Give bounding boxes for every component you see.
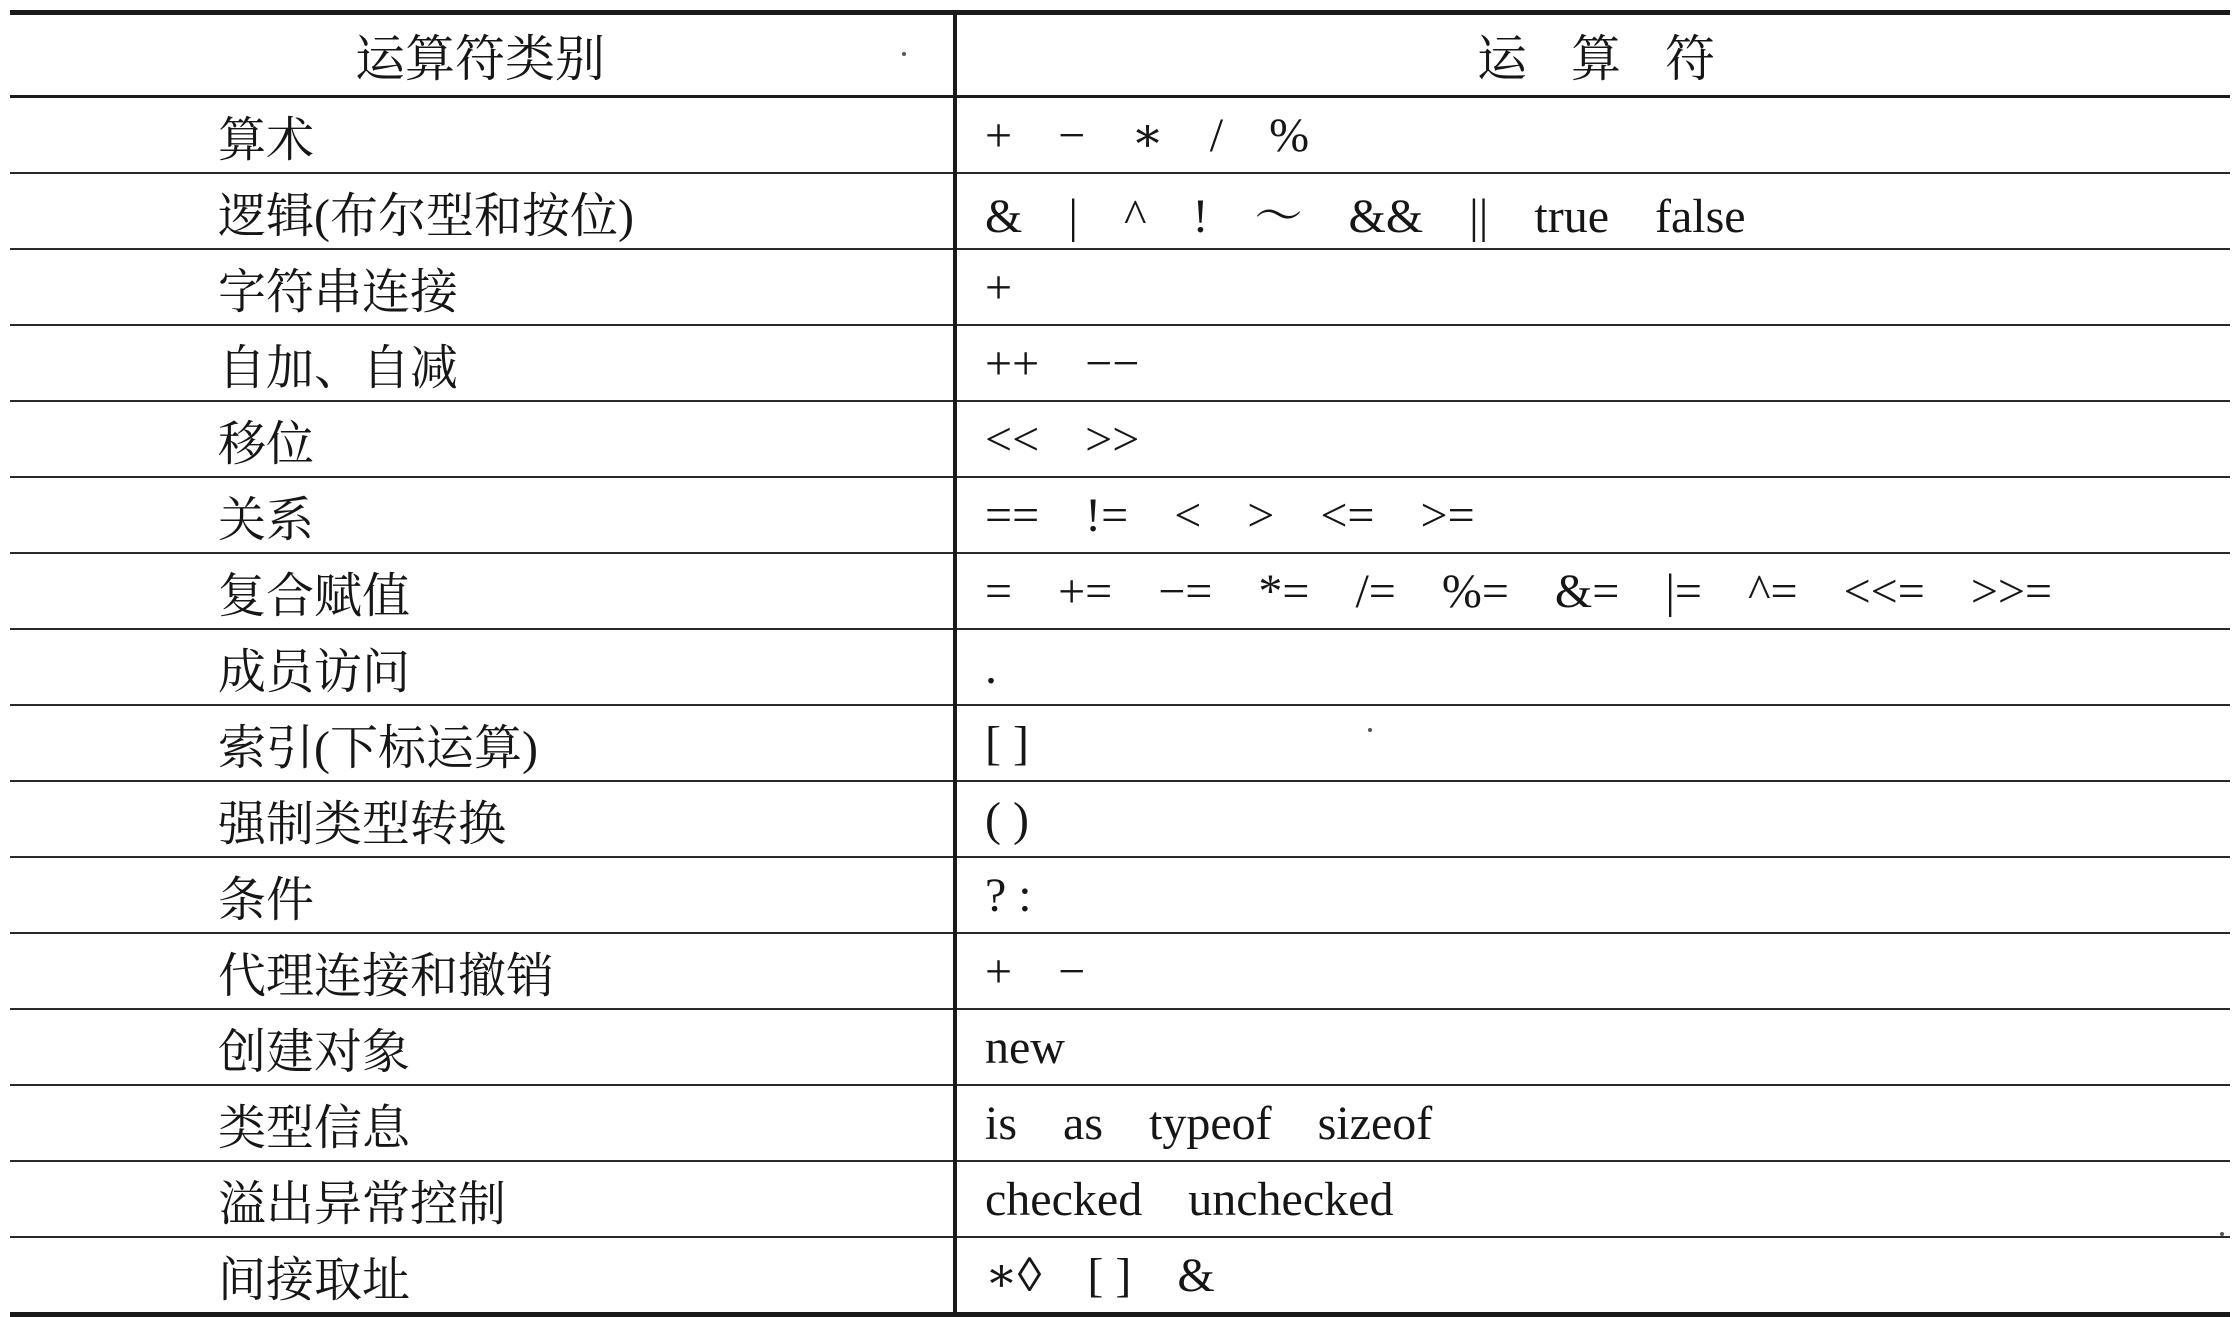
operator-token: || — [1469, 189, 1489, 243]
scan-speck — [2220, 1232, 2224, 1236]
operator-table-container — [10, 10, 2230, 1317]
operator-token: ++ — [985, 336, 1040, 390]
operator-token: checked — [985, 1172, 1143, 1226]
operator-token: <<= — [1843, 564, 1925, 618]
operator-token: == — [985, 488, 1040, 542]
operator-token: [ ] — [1087, 1249, 1132, 1302]
operator-token: true — [1534, 189, 1609, 243]
scan-speck — [1368, 728, 1372, 732]
operator-token: ? : — [985, 868, 1032, 922]
operator-token: sizeof — [1317, 1096, 1433, 1150]
operator-category-cell: 间接取址 — [10, 1237, 955, 1315]
operator-token: % — [1269, 109, 1310, 162]
operator-token: ( ) — [985, 792, 1029, 846]
operator-category-cell: 索引(下标运算) — [10, 705, 955, 781]
operator-token: >= — [1420, 488, 1475, 542]
operator-token: typeof — [1149, 1096, 1272, 1150]
operators-cell — [955, 249, 2230, 325]
table-row — [10, 857, 2230, 933]
table-row — [10, 553, 2230, 629]
operators-cell — [955, 629, 2230, 705]
operators-cell — [955, 97, 2230, 174]
operator-token: + — [985, 944, 1013, 998]
operators-cell — [955, 933, 2230, 1009]
operators-cell — [955, 401, 2230, 477]
operator-token: as — [1063, 1096, 1103, 1150]
operator-token: /= — [1355, 564, 1396, 618]
header-operators: 运算符 — [955, 13, 2230, 97]
operator-category-cell: 移位 — [10, 401, 955, 477]
operator-token: *= — [1258, 564, 1310, 618]
operators-cell — [955, 1085, 2230, 1161]
operator-token: < — [1174, 488, 1202, 542]
operators-cell — [955, 553, 2230, 629]
operator-token: −− — [1085, 336, 1140, 390]
operator-category-cell: 强制类型转换 — [10, 781, 955, 857]
operators-cell — [955, 1237, 2230, 1315]
table-row — [10, 705, 2230, 781]
operator-token: & — [985, 189, 1023, 243]
header-operator-category: 运算符类别 — [10, 13, 955, 97]
operator-token: &= — [1554, 564, 1620, 618]
operator-token: > — [1247, 488, 1275, 542]
operator-category-cell: 成员访问 — [10, 629, 955, 705]
operator-category-cell: 代理连接和撤销 — [10, 933, 955, 1009]
operator-token: new — [985, 1020, 1065, 1074]
table-row — [10, 629, 2230, 705]
table-row — [10, 1237, 2230, 1315]
operator-token: ^ — [1123, 189, 1147, 243]
operator-token: [ ] — [985, 716, 1029, 770]
operators-cell — [955, 1009, 2230, 1085]
table-row — [10, 1161, 2230, 1237]
operator-token: false — [1655, 189, 1746, 243]
operators-cell — [955, 781, 2230, 857]
operator-category-cell: 算术 — [10, 97, 955, 174]
operator-token: ! — [1192, 189, 1209, 243]
operator-category-cell: 关系 — [10, 477, 955, 553]
operator-token: <= — [1320, 488, 1375, 542]
operator-token: |= — [1665, 564, 1702, 618]
table-row — [10, 325, 2230, 401]
operator-category-cell: 自加、自减 — [10, 325, 955, 401]
table-row — [10, 933, 2230, 1009]
operator-token: − — [1058, 944, 1086, 998]
table-header-row — [10, 13, 2230, 97]
operator-token: + — [985, 260, 1013, 314]
operators-cell — [955, 1161, 2230, 1237]
operator-category-cell: 逻辑(布尔型和按位) — [10, 173, 955, 249]
table-row — [10, 781, 2230, 857]
operators-cell — [955, 173, 2230, 249]
operator-token: = — [985, 564, 1013, 618]
table-row — [10, 249, 2230, 325]
table-row — [10, 477, 2230, 553]
table-row — [10, 1009, 2230, 1085]
operator-token: unchecked — [1188, 1172, 1394, 1226]
operator-token: & — [1177, 1249, 1215, 1302]
operators-cell — [955, 477, 2230, 553]
operator-token: / — [1209, 109, 1224, 162]
operator-token: != — [1085, 488, 1129, 542]
operator-category-cell: 溢出异常控制 — [10, 1161, 955, 1237]
operator-token: << — [985, 412, 1040, 466]
operator-category-cell: 类型信息 — [10, 1085, 955, 1161]
table-body — [10, 97, 2230, 1315]
scan-speck — [902, 52, 906, 56]
table-row — [10, 1085, 2230, 1161]
operator-table — [10, 10, 2230, 1317]
operators-cell — [955, 857, 2230, 933]
operator-token: − — [1058, 109, 1086, 162]
operator-token: . — [985, 640, 997, 694]
operator-token: && — [1348, 189, 1424, 243]
operator-token: ∗◊ — [985, 1249, 1042, 1302]
table-row — [10, 97, 2230, 174]
operator-token: >> — [1085, 412, 1140, 466]
operators-cell — [955, 325, 2230, 401]
operator-token: %= — [1441, 564, 1509, 618]
table-row — [10, 401, 2230, 477]
operator-token: + — [985, 109, 1013, 162]
table-row — [10, 173, 2230, 249]
operator-token: −= — [1158, 564, 1213, 618]
operator-category-cell: 复合赋值 — [10, 553, 955, 629]
operator-category-cell: 创建对象 — [10, 1009, 955, 1085]
operator-token: ^= — [1748, 564, 1798, 618]
operator-token: ～ — [1254, 189, 1303, 243]
operators-cell — [955, 705, 2230, 781]
operator-token: | — [1068, 189, 1078, 243]
operator-token: ∗ — [1131, 109, 1164, 162]
operator-token: is — [985, 1096, 1018, 1150]
operator-category-cell: 字符串连接 — [10, 249, 955, 325]
operator-category-cell: 条件 — [10, 857, 955, 933]
operator-token: += — [1058, 564, 1113, 618]
operator-token: >>= — [1970, 564, 2053, 618]
